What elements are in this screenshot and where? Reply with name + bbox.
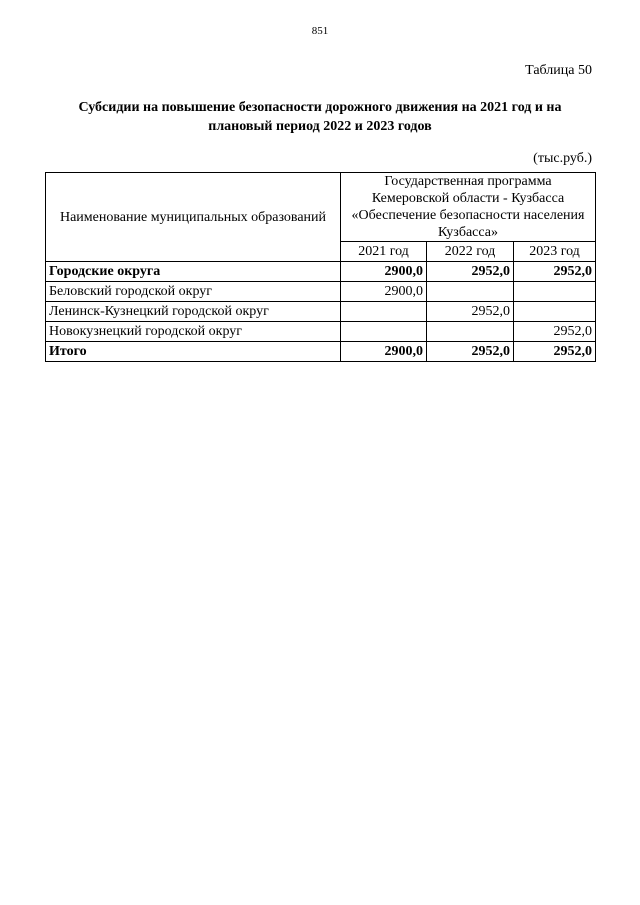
document-title [60,98,580,136]
title-line-2: плановый период 2022 и 2023 годов [208,119,432,134]
header-year-2022: 2022 год [427,242,514,262]
row-value-2023 [514,302,596,322]
total-row [46,342,596,362]
row-name: Городские округа [46,262,341,282]
table-row [46,282,596,302]
table-row [46,322,596,342]
row-value-2021 [341,302,427,322]
row-name: Новокузнецкий городской округ [46,322,341,342]
row-value-2022 [427,282,514,302]
row-value-2023: 2952,0 [514,322,596,342]
subsidies-table [45,172,596,362]
table-label: Таблица 50 [525,63,592,78]
row-value-2023: 2952,0 [514,262,596,282]
title-line-1: Субсидии на повышение безопасности дорожного движения на 2021 год и на [78,100,562,115]
row-name: Ленинск-Кузнецкий городской округ [46,302,341,322]
header-program-line-4: Кузбасса» [438,225,498,240]
row-value-2022 [427,322,514,342]
header-municipality: Наименование муниципальных образований [46,173,341,262]
header-year-2023: 2023 год [514,242,596,262]
row-value-2022: 2952,0 [427,262,514,282]
row-name: Беловский городской округ [46,282,341,302]
header-program [341,173,596,242]
table-row [46,262,596,282]
row-name: Итого [46,342,341,362]
header-year-2021: 2021 год [341,242,427,262]
row-value-2021: 2900,0 [341,262,427,282]
row-value-2023 [514,282,596,302]
row-value-2021: 2900,0 [341,342,427,362]
row-value-2022: 2952,0 [427,302,514,322]
row-value-2022: 2952,0 [427,342,514,362]
header-program-line-2: Кемеровской области - Кузбасса [371,191,565,206]
row-value-2023: 2952,0 [514,342,596,362]
row-value-2021 [341,322,427,342]
units-label: (тыс.руб.) [533,151,592,166]
table-row [46,302,596,322]
header-program-line-3: «Обеспечение безопасности населения [351,208,585,223]
row-value-2021: 2900,0 [341,282,427,302]
page-number: 851 [311,25,329,37]
header-program-line-1: Государственная программа [384,174,552,189]
